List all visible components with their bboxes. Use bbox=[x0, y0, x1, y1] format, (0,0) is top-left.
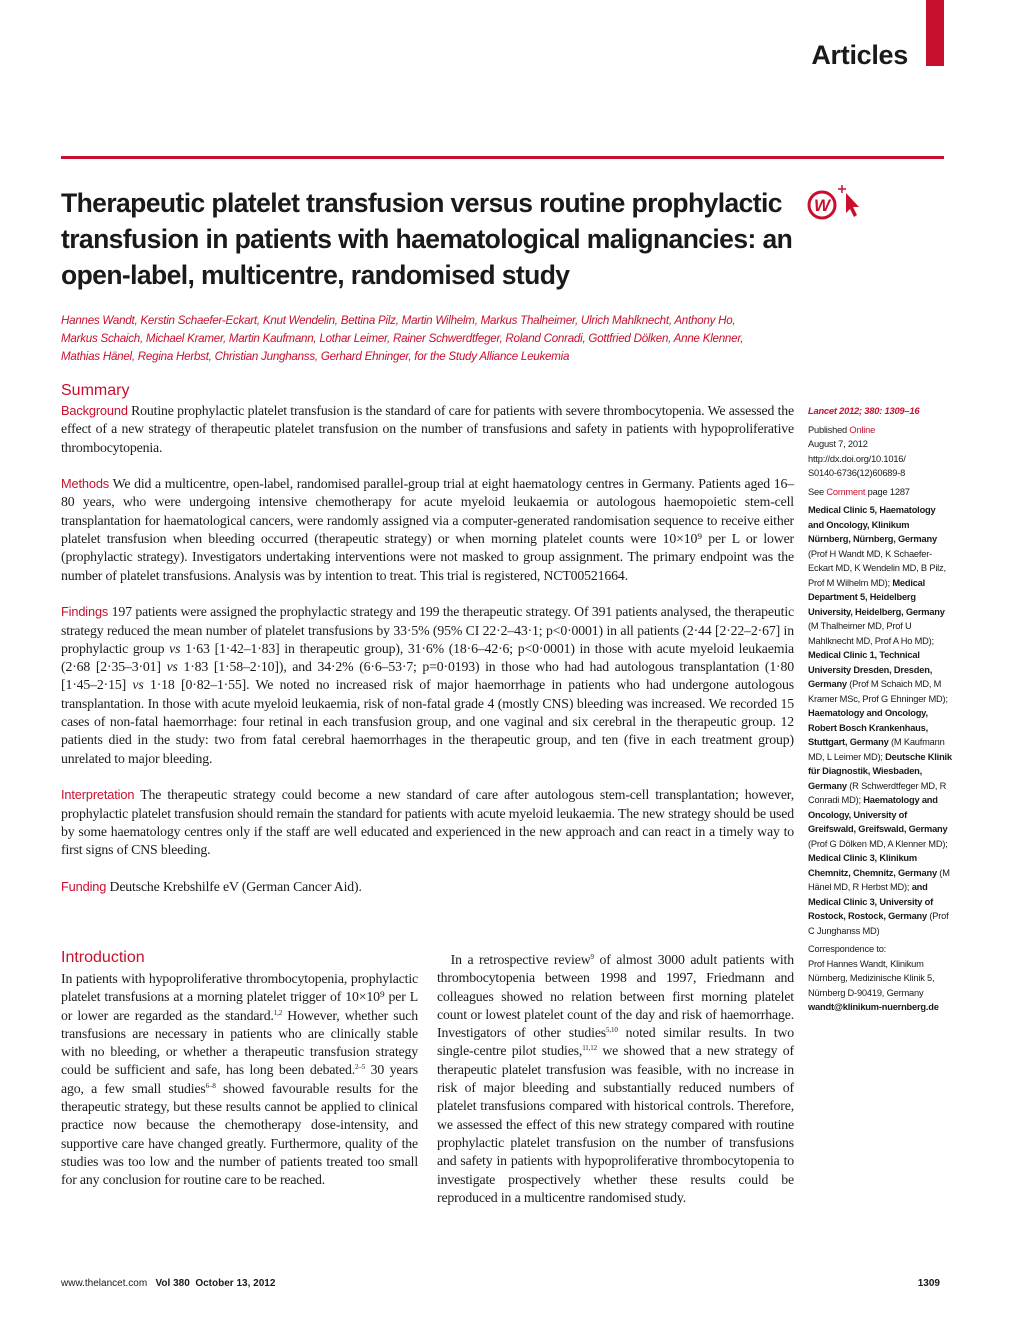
section-label: Articles bbox=[811, 40, 908, 70]
affiliations bbox=[808, 503, 953, 938]
affiliation-authors: (M Thalheimer MD, Prof U Mahlknecht MD, Prof A Ho MD); bbox=[808, 621, 934, 646]
vs-text: vs bbox=[132, 677, 144, 693]
affiliation-authors: (Prof M Schaich MD, M Kramer MSc, Prof G Ehninger MD); bbox=[808, 679, 948, 704]
intro-text: 30 years ago, a few small studies bbox=[61, 1062, 418, 1096]
correspondence-address: Prof Hannes Wandt, Klinikum Nürnberg, Medizinische Klinik 5, Nürnberg D-90419, Germany bbox=[808, 958, 935, 998]
affiliation-authors: (Prof G Dölken MD, A Klenner MD); bbox=[808, 838, 948, 849]
section-color-bar bbox=[926, 0, 944, 66]
findings-label: Findings bbox=[61, 604, 109, 620]
summary-funding bbox=[61, 878, 794, 896]
logo-letter: W bbox=[813, 196, 831, 215]
affiliation-authors: (Prof H Wandt MD, K Schaefer-Eckart MD, K Wendelin MD, B Pilz, Prof M Wilhelm MD); bbox=[808, 548, 946, 588]
affiliation-authors: (M Hänel MD, R Herbst MD); bbox=[808, 867, 950, 892]
methods-text: We did a multicentre, open-label, randomised parallel-group trial at eight haematology centres in Germany. Patients aged 16–80 years, who were undergoing intensive chemotherapy for acute myeloid leukaemia or autologous haemopoietic stem-cell transplantation for haematological cancers, were randomly assigned via a computer-generated randomisation sequence to receive either platelet transfusion when bleeding occurred (therapeutic strategy) or when morning platelet counts were 10×10⁹ per L or lower (prophylactic strategy). Investigators undertaking interventions were not masked to group assignment. The primary endpoint was the number of platelet transfusions. Analysis was by intention to treat. This trial is registered, NCT00521664. bbox=[61, 476, 794, 583]
sidebar bbox=[808, 404, 953, 1019]
reference-link[interactable]: 5,10 bbox=[606, 1026, 618, 1035]
summary-methods bbox=[61, 475, 794, 585]
lancet-web-first-icon[interactable] bbox=[806, 183, 864, 223]
footer-volume: Vol 380 bbox=[155, 1278, 190, 1289]
intro-text: In a retrospective review bbox=[450, 952, 591, 967]
affiliation-institution: Haematology and Oncology, University of Greifswald, Greifswald, Germany bbox=[808, 795, 948, 834]
correspondence bbox=[808, 942, 953, 1015]
affiliation-institution: Medical Clinic 5, Haematology and Oncology, Klinikum Nürnberg, Nürnberg, Germany bbox=[808, 505, 937, 544]
affiliation-institution: and Medical Clinic 3, University of Rostock, Rostock, Germany bbox=[808, 882, 934, 921]
affiliation-authors: (R Schwerdtfeger MD, R Conradi MD); bbox=[808, 780, 947, 805]
intro-column-left bbox=[61, 970, 418, 1190]
affiliation-institution: Deutsche Klinik für Diagnostik, Wiesbaden, Germany bbox=[808, 751, 952, 791]
reference-link[interactable]: 2–5 bbox=[355, 1063, 366, 1072]
footer-date: October 13, 2012 bbox=[195, 1278, 276, 1289]
findings-text: 1·18 [0·82–1·55]. We noted no increased risk of major haemorrhage in patients who had undergone autologous transplantation. In those with acute myeloid leukaemia, risk of non-fatal grade 4 (mostly CNS) bleeding was increased. We recorded 15 cases of non-fatal haemorrhage: four retinal in each transfusion group, and one vaginal and six cerebral in the therapeutic group. 12 patients died in the study: two from fatal cerebral haemorrhages in the therapeutic group, and ten (five in each treatment group) unrelated to major bleeding. bbox=[61, 677, 794, 766]
intro-column-right bbox=[437, 951, 794, 1207]
summary-interpretation bbox=[61, 786, 794, 859]
article-title: Therapeutic platelet transfusion versus routine prophylactic transfusion in patients with haematological malignancies: an open-label, multicentre, randomised study bbox=[61, 188, 793, 290]
affiliation-institution: Medical Department 5, Heidelberg University, Heidelberg, Germany bbox=[808, 577, 945, 617]
published-label: Published bbox=[808, 424, 850, 435]
see-comment bbox=[808, 485, 953, 500]
findings-text: 1·83 [1·58–2·10]), and 34·2% (6·6–53·7; p=0·0193) in those who had had autologous transplantation (1·80 [1·45–2·15] bbox=[61, 659, 795, 693]
reference-link[interactable]: 1,2 bbox=[273, 1008, 283, 1017]
author-line: Mathias Hänel, Regina Herbst, Christian Junghanss, Gerhard Ehninger, for the Study Alliance Leukemia bbox=[61, 350, 570, 363]
findings-text: 197 patients were assigned the prophylactic strategy and 199 the therapeutic strategy. Of 391 patients analysed, the therapeutic strategy reduced the mean number of platelet transfusions by 33·5% (95% CI 22·2–43·1; p<0·0001) in all patients (2·44 [2·22–2·67] in prophylactic group bbox=[61, 604, 794, 656]
background-text: Routine prophylactic platelet transfusion is the standard of care for patients with severe thrombocytopenia. We assessed the effect of a new strategy of therapeutic platelet transfusion on the number of transfusions and safety in patients with hypoproliferative thrombocytopenia. bbox=[61, 403, 794, 455]
author-list bbox=[61, 312, 761, 366]
methods-label: Methods bbox=[61, 476, 110, 492]
affiliation-authors: (Prof C Junghanss MD) bbox=[808, 911, 949, 936]
correspondence-label: Correspondence to: bbox=[808, 944, 887, 954]
interpretation-label: Interpretation bbox=[61, 787, 135, 803]
reference-link[interactable]: 6–8 bbox=[205, 1081, 216, 1090]
author-line: Markus Schaich, Michael Kramer, Martin Kaufmann, Lothar Leimer, Rainer Schwerdtfeger, Roland Conradi, Gottfried Dölken, Anne Klenner, bbox=[61, 332, 744, 345]
footer-left bbox=[61, 1278, 275, 1289]
doi-link[interactable]: S0140-6736(12)60689-8 bbox=[808, 468, 906, 478]
footer-site[interactable]: www.thelancet.com bbox=[61, 1278, 148, 1289]
publication-info bbox=[808, 423, 953, 481]
intro-text: showed favourable results for the therapeutic strategy, but these results cannot be applied to clinical practice now because the chemotherapy dose-intensity, and supportive care have changed greatly. Furthermore, quality of the studies was too low and the number of patients treated too small for any conclusion for routine care to be reached. bbox=[61, 1080, 419, 1188]
summary-body bbox=[61, 402, 794, 914]
summary-findings bbox=[61, 603, 794, 768]
affiliation-institution: Medical Clinic 3, Klinikum Chemnitz, Chemnitz, Germany bbox=[808, 853, 937, 878]
introduction-heading: Introduction bbox=[61, 949, 145, 966]
summary-background bbox=[61, 402, 794, 457]
summary-heading: Summary bbox=[61, 382, 130, 399]
vs-text: vs bbox=[166, 659, 178, 675]
intro-text: However, whether such transfusions are necessary in patients who are clinically stable with no bleeding, or whether a therapeutic transfusion strategy could be sufficient and safe, has long been debated. bbox=[61, 1007, 418, 1078]
header-rule bbox=[61, 156, 944, 159]
intro-text: noted similar results. In two single-centre pilot studies, bbox=[437, 1025, 794, 1059]
intro-text: In patients with hypoproliferative thrombocytopenia, prophylactic platelet transfusions at a morning platelet trigger of 10×10⁹ per L or lower are regarded as the standard. bbox=[61, 971, 418, 1023]
interpretation-text: The therapeutic strategy could become a new standard of care after autologous stem-cell transplantation; however, prophylactic platelet transfusion should remain the standard for patients with acute myeloid leukaemia. The new strategy should be used by some haematology centres only if the staff are well educated and experienced in the new approach and can react in a timely way to first signs of CNS bleeding. bbox=[61, 787, 794, 858]
intro-text: of almost 3000 adult patients with thrombocytopenia between 1998 and 1997, Friedmann and colleagues showed no relation between first morning platelet count or lowest platelet count of the day and risk of haemorrhage. Investigators of other studies bbox=[437, 952, 794, 1041]
funding-label: Funding bbox=[61, 878, 107, 894]
affiliation-institution: Haematology and Oncology, Robert Bosch Krankenhaus, Stuttgart, Germany bbox=[808, 708, 929, 747]
reference-link[interactable]: 11,12 bbox=[582, 1044, 597, 1053]
intro-text: we showed that a new strategy of therapeutic platelet transfusion was feasible, with no increase in risk of major bleeding and substantially reduced numbers of platelet transfusions compared with historical controls. Therefore, we assessed the effect of this new strategy compared with routine prophylactic platelet transfusion on the number of transfusions and safety in patients with hypoproliferative thrombocytopenia to investigate prospectively whether these results could be reproduced in a multicentre randomised study. bbox=[437, 1043, 794, 1205]
online-link[interactable]: Online bbox=[849, 424, 876, 435]
see-label: See bbox=[808, 486, 827, 497]
page-number: 1309 bbox=[917, 1278, 940, 1289]
background-label: Background bbox=[61, 403, 128, 418]
funding-text: Deutsche Krebshilfe eV (German Cancer Aid). bbox=[109, 878, 362, 894]
citation: Lancet 2012; 380: 1309–16 bbox=[808, 406, 920, 416]
correspondence-email[interactable]: wandt@klinikum-nuernberg.de bbox=[808, 1002, 939, 1012]
doi-link[interactable]: http://dx.doi.org/10.1016/ bbox=[808, 453, 906, 464]
comment-page: page 1287 bbox=[865, 486, 910, 497]
reference-link[interactable]: 9 bbox=[590, 953, 594, 961]
vs-text: vs bbox=[169, 640, 181, 656]
published-date: August 7, 2012 bbox=[808, 439, 868, 449]
affiliation-institution: Medical Clinic 1, Technical University Dresden, Dresden, Germany bbox=[808, 650, 933, 689]
findings-text: 1·63 [1·42–1·83] in therapeutic group), 31·6% (18·6–42·6; p<0·0001) in those with acute myeloid leukaemia (2·68 [2·35–3·01] bbox=[61, 640, 794, 675]
comment-link[interactable]: Comment bbox=[826, 486, 866, 497]
author-line: Hannes Wandt, Kerstin Schaefer-Eckart, Knut Wendelin, Bettina Pilz, Martin Wilhelm, Markus Thalheimer, Ulrich Mahlknecht, Anthony Ho, bbox=[61, 314, 736, 327]
affiliation-authors: (M Kaufmann MD, L Leimer MD); bbox=[808, 737, 945, 762]
